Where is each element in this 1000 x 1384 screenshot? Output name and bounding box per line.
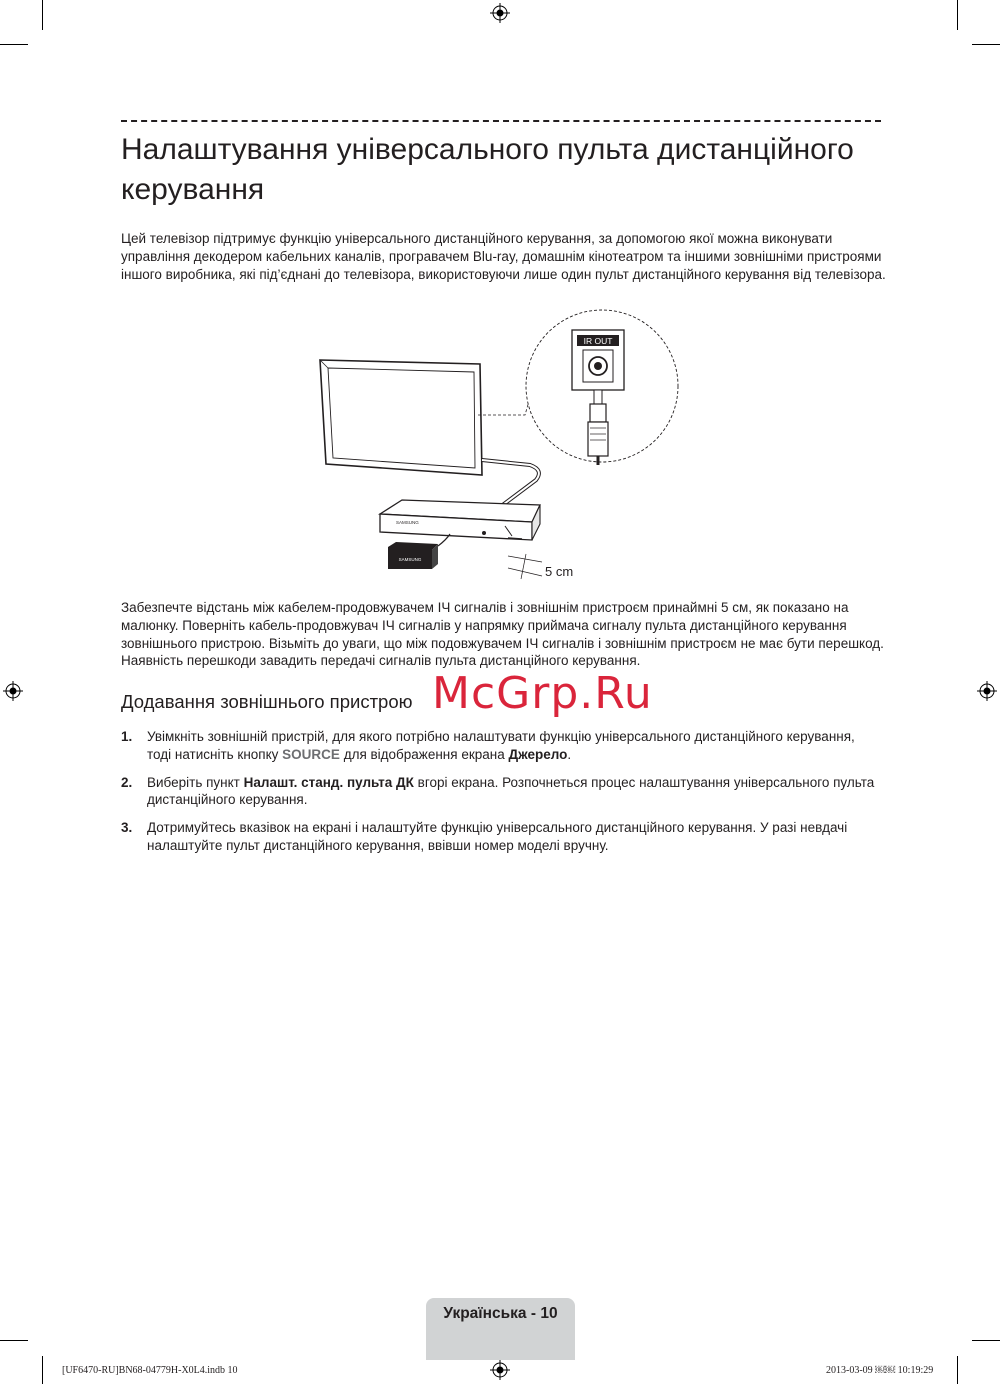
source-keyword: SOURCE xyxy=(282,746,340,762)
extender-brand: SAMSUNG xyxy=(398,557,422,562)
ir-extender-diagram xyxy=(300,300,700,590)
section-divider xyxy=(121,120,881,122)
intro-paragraph: Цей телевізор підтримує функцію універсального дистанційного керування, за допомогою якої можна виконувати управління декодером кабельних каналів, програвачем Blu-ray, домашнім кінотеатром та іншими зовнішніми пристроями іншого виробника, які під’єднані до телевізора, використовуючи лише один пульт дистанційного керування від телевізора. xyxy=(121,231,886,282)
subsection-title: Додавання зовнішнього пристрою xyxy=(121,691,413,712)
distance-annotation xyxy=(508,554,573,579)
step-item xyxy=(121,774,881,810)
step-text: . xyxy=(567,746,572,762)
step-number: 3. xyxy=(121,820,133,836)
step-text: Дотримуйтесь вказівок на екрані і налаштуйте функцію універсального дистанційного керування. У разі невдачі налаштуйте пульт дистанційного керування, ввівши номер моделі вручну. xyxy=(147,820,848,853)
section-title: Налаштування універсального пульта дистанційного керування xyxy=(121,133,854,206)
set-top-box xyxy=(380,500,540,540)
crop-mark xyxy=(0,1340,28,1341)
crop-mark xyxy=(42,0,43,30)
ir-out-port xyxy=(572,330,624,390)
registration-mark-icon xyxy=(490,1360,510,1380)
registration-mark-icon xyxy=(490,3,510,23)
crop-mark xyxy=(42,1356,43,1384)
step-text: Виберіть пункт xyxy=(147,774,244,790)
crop-mark xyxy=(972,44,1000,45)
crop-mark xyxy=(0,44,28,45)
step-number: 2. xyxy=(121,774,133,790)
distance-label: 5 cm xyxy=(545,564,574,579)
step-item xyxy=(121,819,881,855)
ir-extender-block xyxy=(388,534,450,569)
step-text: для відображення екрана xyxy=(339,746,509,762)
watermark: McGrp.Ru xyxy=(432,668,653,719)
menu-keyword: Налашт. станд. пульта ДК xyxy=(243,774,414,790)
registration-mark-icon xyxy=(3,681,23,701)
step-item xyxy=(121,728,881,764)
page-label: Українська - 10 xyxy=(443,1305,558,1322)
crop-mark xyxy=(972,1340,1000,1341)
crop-mark xyxy=(957,0,958,30)
crop-mark xyxy=(957,1356,958,1384)
steps-list xyxy=(121,728,881,865)
print-slug-date: 2013-03-09 ￼￼ 10:19:29 xyxy=(826,1365,934,1376)
distance-paragraph: Забезпечте відстань між кабелем-продовжувачем ІЧ сигналів і зовнішнім пристроєм принаймні 5 см, як показано на малюнку. Поверніть кабель-продовжувач ІЧ сигналів у напрямку приймача сигналу пульта дистанційного керування зовнішнього пристрою. Візьміть до уваги, що між подовжувачем ІЧ сигналів і зовнішнім пристроєм не має бути перешкод. Наявність перешкоди завадить передачі сигналів пульта дистанційного керування. xyxy=(121,600,884,669)
registration-mark-icon xyxy=(977,681,997,701)
device-brand: SAMSUNG xyxy=(396,520,419,525)
menu-keyword: Джерело xyxy=(508,746,568,762)
step-number: 1. xyxy=(121,729,133,744)
ir-out-label: IR OUT xyxy=(583,336,613,346)
step-text: вгорі екрана. Розпочнеться процес налаштування універсального пульта дистанційного керування. xyxy=(147,774,875,808)
print-slug-file: [UF6470-RU]BN68-04779H-X0L4.indb 10 xyxy=(62,1365,238,1376)
tv-illustration xyxy=(320,360,482,475)
step-text: Увімкніть зовнішній пристрій, для якого потрібно налаштувати функцію універсального дистанційного керування, тоді натисніть кнопку xyxy=(147,729,855,762)
